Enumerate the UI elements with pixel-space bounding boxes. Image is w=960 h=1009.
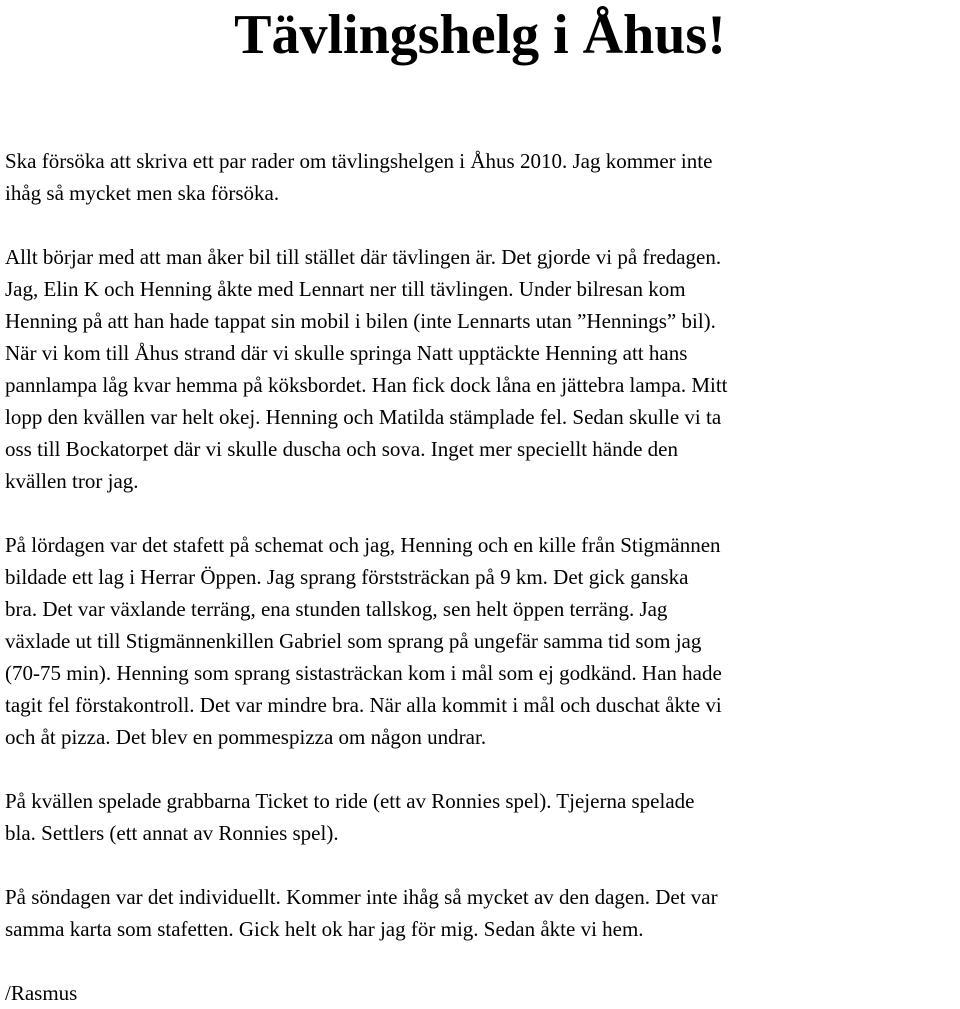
paragraph-intro: [5, 145, 960, 209]
text-line: När vi kom till Åhus strand där vi skulle springa Natt upptäckte Henning att hans: [5, 341, 688, 365]
text-line: lopp den kvällen var helt okej. Henning och Matilda stämplade fel. Sedan skulle vi ta: [5, 405, 722, 429]
text-line: kvällen tror jag.: [5, 469, 139, 493]
text-line: Jag, Elin K och Henning åkte med Lennart ner till tävlingen. Under bilresan kom: [5, 277, 686, 301]
text-line: (70-75 min). Henning som sprang sistasträckan kom i mål som ej godkänd. Han hade: [5, 661, 722, 685]
text-line: På söndagen var det individuellt. Kommer inte ihåg så mycket av den dagen. Det var: [5, 885, 718, 909]
document-body: [5, 145, 960, 1009]
text-line: och åt pizza. Det blev en pommespizza om någon undrar.: [5, 725, 487, 749]
text-line: Allt börjar med att man åker bil till stället där tävlingen är. Det gjorde vi på fredagen.: [5, 245, 722, 269]
text-line: bildade ett lag i Herrar Öppen. Jag sprang förststräckan på 9 km. Det gick ganska: [5, 565, 689, 589]
text-line: tagit fel förstakontroll. Det var mindre bra. När alla kommit i mål och duschat åkte vi: [5, 693, 722, 717]
paragraph-saturday: [5, 529, 960, 753]
text-line: samma karta som stafetten. Gick helt ok har jag för mig. Sedan åkte vi hem.: [5, 917, 644, 941]
text-line: bra. Det var växlande terräng, ena stunden tallskog, sen helt öppen terräng. Jag: [5, 597, 668, 621]
paragraph-friday: [5, 241, 960, 497]
text-line: oss till Bockatorpet där vi skulle duscha och sova. Inget mer speciellt hände den: [5, 437, 678, 461]
text-line: pannlampa låg kvar hemma på köksbordet. Han fick dock låna en jättebra lampa. Mitt: [5, 373, 728, 397]
text-line: växlade ut till Stigmännenkillen Gabriel som sprang på ungefär samma tid som jag: [5, 629, 702, 653]
text-line: bla. Settlers (ett annat av Ronnies spel).: [5, 821, 339, 845]
text-line: ihåg så mycket men ska försöka.: [5, 181, 280, 205]
text-line: På kvällen spelade grabbarna Ticket to ride (ett av Ronnies spel). Tjejerna spelade: [5, 789, 695, 813]
paragraph-sunday: [5, 881, 960, 945]
paragraph-evening: [5, 785, 960, 849]
text-line: Henning på att han hade tappat sin mobil i bilen (inte Lennarts utan ”Hennings” bil).: [5, 309, 716, 333]
text-line: På lördagen var det stafett på schemat och jag, Henning och en kille från Stigmännen: [5, 533, 721, 557]
text-line: Ska försöka att skriva ett par rader om tävlingshelgen i Åhus 2010. Jag kommer inte: [5, 149, 713, 173]
signature: /Rasmus: [5, 981, 78, 1005]
page-title: Tävlingshelg i Åhus!: [234, 4, 726, 66]
